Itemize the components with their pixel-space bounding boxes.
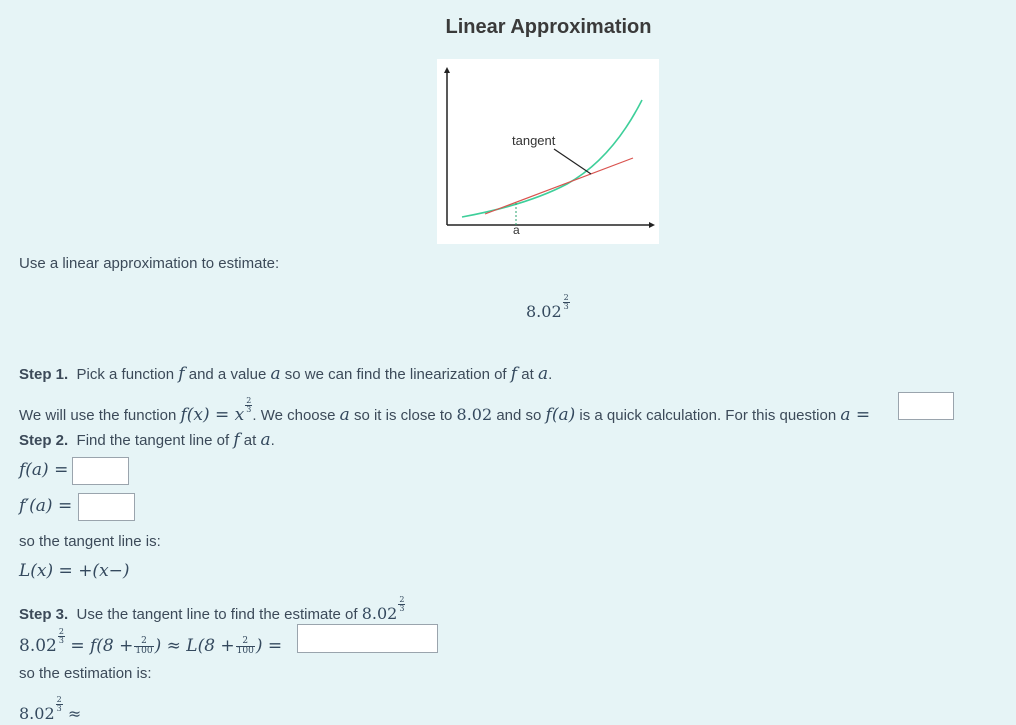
final-exp-den: 3: [56, 704, 62, 713]
step1-a2: a: [537, 364, 549, 384]
step1-text-c: so we can find the linearization of: [284, 366, 507, 383]
step3-exp-num: 2: [399, 595, 405, 604]
step3-base: 8.02: [361, 604, 398, 623]
approx-L: ) ≈ L(8 +: [154, 636, 235, 656]
line2-eq: a =: [840, 405, 871, 425]
step2-a: a: [260, 430, 271, 450]
step3-text-a: Use the tangent line to find the estimate of: [76, 606, 358, 623]
line2-exp-num: 2: [246, 396, 252, 405]
answer-a-input[interactable]: [898, 392, 954, 420]
tangent-intro: so the tangent line is:: [19, 533, 161, 550]
exp-num: 2: [563, 293, 569, 302]
tangent-pointer: [554, 149, 591, 174]
step1-line: [19, 364, 552, 384]
line2-func-left: f(x) = x: [180, 405, 245, 425]
answer-L-input[interactable]: [297, 624, 438, 653]
step2-text-b: at: [243, 432, 257, 449]
line2-exp-den: 3: [246, 405, 252, 414]
step3-exp-den: 3: [399, 604, 405, 613]
fpa-label: [19, 496, 72, 516]
step1-text-b: and a value: [188, 366, 267, 383]
function-curve: [462, 100, 642, 217]
step1-a: a: [270, 364, 281, 384]
approx-exp-num: 2: [58, 627, 64, 636]
step2-end: .: [270, 432, 275, 449]
tangent-label: tangent: [512, 133, 556, 148]
step2-heading: Step 2.: [19, 432, 69, 449]
line2-fa: f(a): [545, 405, 576, 425]
x-axis-arrow: [649, 222, 655, 228]
fpa-label-text: f′(a) =: [19, 496, 73, 516]
approx-end: ) =: [255, 636, 283, 656]
step2-text-a: Find the tangent line of: [76, 432, 230, 449]
line2-a: a: [339, 405, 350, 425]
function-choice-line: [19, 397, 870, 425]
final-estimate: [19, 696, 81, 723]
line2-text-c: so it is close to: [353, 407, 453, 424]
answer-fa-input[interactable]: [72, 457, 129, 485]
page-title: Linear Approximation: [445, 16, 652, 38]
estimation-intro: so the estimation is:: [19, 665, 152, 682]
tangent-line: [485, 158, 633, 214]
step2-line: [19, 430, 275, 450]
approximation-line: [19, 628, 282, 656]
step1-heading: Step 1.: [19, 366, 69, 383]
intro-text: Use a linear approximation to estimate:: [19, 255, 280, 272]
expression-base: 8.02: [526, 302, 562, 321]
approx-eq-f: = f(8 +: [70, 636, 134, 656]
line2-text-e: is a quick calculation. For this question: [579, 407, 837, 424]
step1-f: f: [178, 364, 185, 384]
exp-den: 3: [563, 302, 569, 311]
line2-func: [180, 396, 252, 425]
step1-text-d: at: [521, 366, 534, 383]
a-label: a: [513, 223, 520, 237]
step3-expression: [361, 595, 406, 623]
tangent-equation: [19, 561, 130, 581]
answer-fpa-input[interactable]: [78, 493, 135, 521]
tangent-figure: [437, 59, 659, 244]
tangent-graph: [437, 59, 659, 244]
estimate-expression: [526, 294, 570, 321]
frac2-den: 100: [236, 646, 254, 656]
approx-exp-den: 3: [58, 636, 64, 645]
approx-base: 8.02: [19, 636, 57, 656]
step3-heading: Step 3.: [19, 606, 69, 623]
fa-label-text: f(a) =: [19, 460, 69, 480]
final-base: 8.02: [19, 704, 55, 723]
final-exp-num: 2: [56, 695, 62, 704]
y-axis-arrow: [444, 67, 450, 73]
line2-text-b: . We choose: [252, 407, 336, 424]
fa-label: [19, 460, 68, 480]
final-approx-symbol: ≈: [67, 704, 82, 723]
step3-line: [19, 596, 405, 623]
frac1-den: 100: [135, 646, 153, 656]
line2-text-a: We will use the function: [19, 407, 177, 424]
frac2-num: 2: [236, 637, 255, 647]
tangent-equation-text: L(x) = +(x−): [19, 561, 130, 581]
step1-text-a: Pick a function: [76, 366, 175, 383]
line2-value: 8.02: [456, 405, 493, 424]
step2-f: f: [233, 430, 240, 450]
line2-text-d: and so: [496, 407, 542, 424]
step1-end: .: [548, 366, 553, 383]
step1-f2: f: [510, 364, 518, 384]
frac1-num: 2: [134, 637, 153, 647]
